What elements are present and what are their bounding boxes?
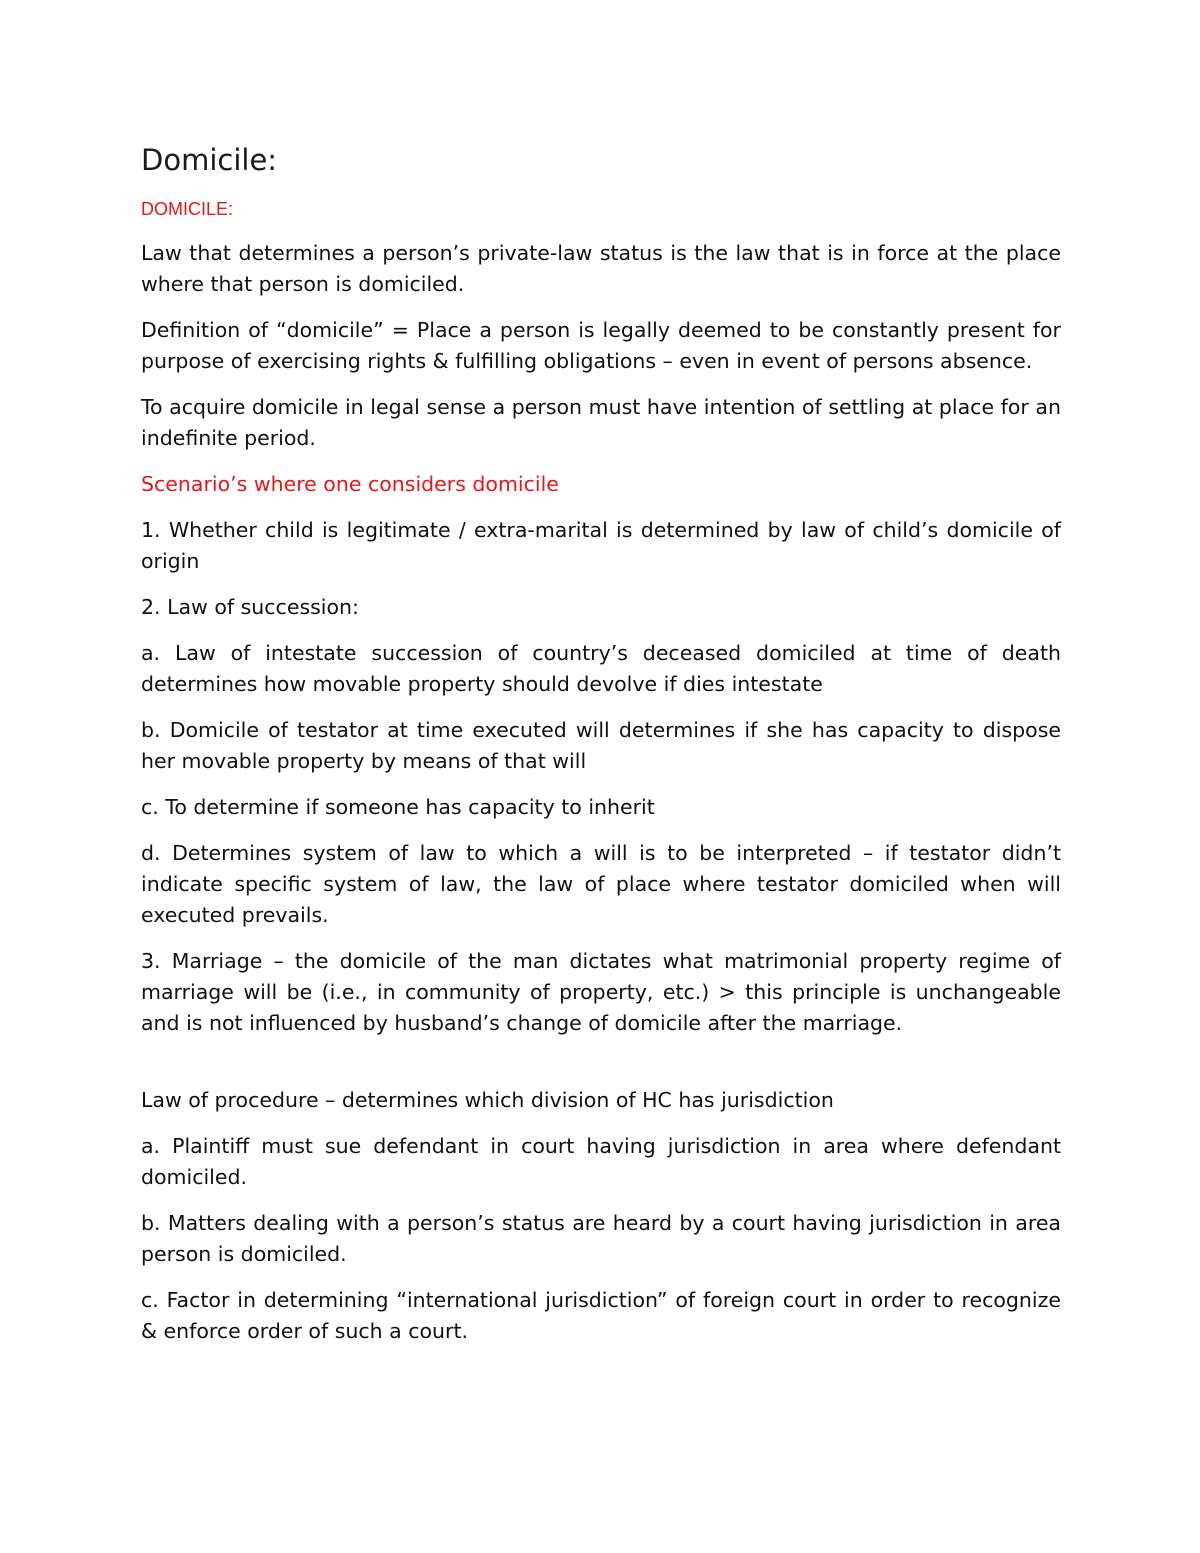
scenario-item: b. Domicile of testator at time executed will determines if she has capacity to dispose her movable property by means of that will <box>141 718 1061 773</box>
procedure-item: b. Matters dealing with a person’s status are heard by a court having jurisdiction in area person is domiciled. <box>141 1211 1061 1266</box>
scenario-item: 3. Marriage – the domicile of the man dictates what matrimonial property regime of marriage will be (i.e., in community of property, etc.) > this principle is unchangeable and is not influenced by husband’s change of domicile after the marriage. <box>141 949 1061 1035</box>
scenario-item: a. Law of intestate succession of country’s deceased domiciled at time of death determines how movable property should devolve if dies intestate <box>141 641 1061 696</box>
document-page <box>141 140 1061 1362</box>
section-label-domicile: DOMICILE: <box>141 199 234 219</box>
document-title: Domicile: <box>141 143 278 177</box>
acquire-paragraph: To acquire domicile in legal sense a person must have intention of settling at place for an indefinite period. <box>141 395 1061 450</box>
scenario-item: c. To determine if someone has capacity to inherit <box>141 795 655 819</box>
scenario-item: 2. Law of succession: <box>141 595 359 619</box>
procedure-item: c. Factor in determining “international jurisdiction” of foreign court in order to recognize & enforce order of such a court. <box>141 1288 1061 1343</box>
intro-paragraph: Law that determines a person’s private-law status is the law that is in force at the place where that person is domiciled. <box>141 241 1061 296</box>
scenarios-heading: Scenario’s where one considers domicile <box>141 472 559 496</box>
procedure-item: a. Plaintiff must sue defendant in court having jurisdiction in area where defendant domiciled. <box>141 1134 1061 1189</box>
spacer <box>141 1054 1061 1085</box>
scenario-item: 1. Whether child is legitimate / extra-marital is determined by law of child’s domicile of origin <box>141 518 1061 573</box>
scenario-item: d. Determines system of law to which a will is to be interpreted – if testator didn’t indicate specific system of law, the law of place where testator domiciled when will executed prevails. <box>141 841 1061 927</box>
definition-paragraph: Definition of “domicile” = Place a person is legally deemed to be constantly present for purpose of exercising rights & fulfilling obligations – even in event of persons absence. <box>141 318 1061 373</box>
procedure-heading: Law of procedure – determines which division of HC has jurisdiction <box>141 1088 834 1112</box>
